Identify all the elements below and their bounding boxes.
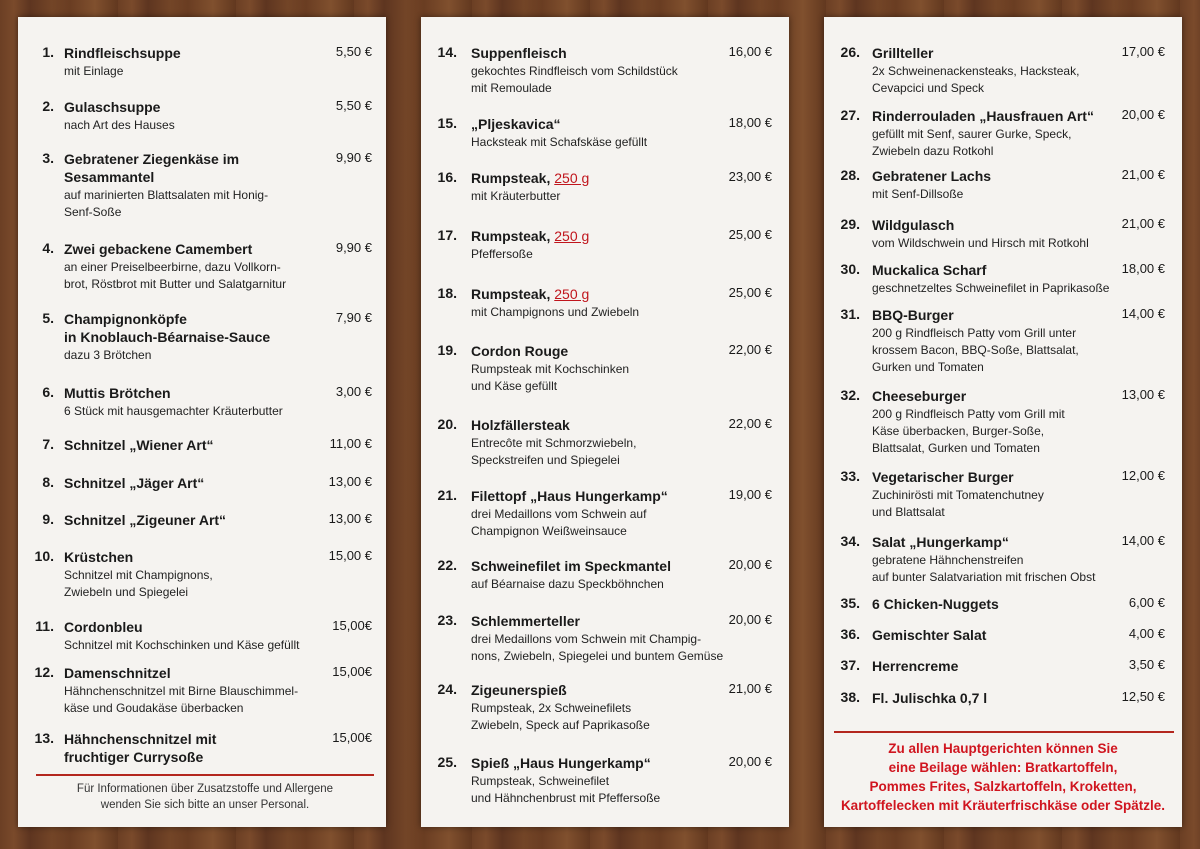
item-price: 20,00 € [1121, 107, 1165, 122]
item-number: 15. [437, 115, 457, 131]
item-number: 35. [840, 595, 860, 611]
item-description: mit Einlage [64, 64, 124, 78]
item-price: 9,90 € [335, 240, 372, 255]
item-title [64, 44, 181, 62]
item-title [872, 626, 986, 644]
item-number: 17. [437, 227, 457, 243]
item-number: 1. [42, 44, 54, 60]
item-title [872, 689, 987, 707]
item-title-text: Fl. Julischka 0,7 l [872, 690, 988, 706]
item-description: nach Art des Hauses [64, 118, 175, 132]
item-price: 16,00 € [728, 44, 772, 59]
item-title-text: „Pljeskavica“ [471, 116, 561, 132]
item-title-text: Rumpsteak, [471, 170, 551, 186]
item-title [64, 384, 171, 402]
item-title-text: Gebratener Lachs [872, 168, 992, 184]
item-title-text: Hähnchenschnitzel mit [64, 731, 217, 747]
item-number: 2. [42, 98, 54, 114]
item-description: Rumpsteak, 2x Schweinefilets [471, 701, 632, 715]
item-title [471, 416, 570, 434]
item-title [471, 557, 671, 575]
item-price: 12,50 € [1121, 689, 1165, 704]
side-dish-note: Pommes Frites, Salzkartoffeln, Kroketten, [869, 779, 1137, 794]
item-number: 37. [840, 657, 860, 673]
item-description: vom Wildschwein und Hirsch mit Rotkohl [872, 236, 1089, 250]
item-description: dazu 3 Brötchen [64, 348, 152, 362]
item-title-line2: fruchtiger Currysoße [64, 749, 204, 765]
item-number: 14. [437, 44, 457, 60]
item-number: 13. [34, 730, 54, 746]
item-number: 11. [35, 618, 54, 634]
item-number: 20. [437, 416, 457, 432]
item-number: 31. [840, 306, 860, 322]
item-number: 7. [42, 436, 54, 452]
item-description: Champignon Weißweinsauce [471, 524, 627, 538]
item-title [64, 548, 133, 566]
item-price: 6,00 € [1128, 595, 1165, 610]
item-price: 20,00 € [728, 557, 772, 572]
item-description: auf marinierten Blattsalaten mit Honig- [64, 188, 269, 202]
item-title [471, 169, 589, 187]
item-title-text: Wildgulasch [872, 217, 955, 233]
item-title [872, 216, 954, 234]
item-description: 200 g Rindfleisch Patty vom Grill unter [872, 326, 1077, 340]
item-title [471, 44, 567, 62]
item-weight: 250 g [554, 170, 590, 186]
item-description: Gurken und Tomaten [872, 360, 984, 374]
item-description: an einer Preiselbeerbirne, dazu Vollkorn- [64, 260, 281, 274]
item-description: Rumpsteak, Schweinefilet [471, 774, 610, 788]
item-description: Speckstreifen und Spiegelei [471, 453, 620, 467]
item-number: 8. [42, 474, 54, 490]
item-description: Blattsalat, Gurken und Tomaten [872, 441, 1040, 455]
item-price: 20,00 € [728, 612, 772, 627]
item-description: und Hähnchenbrust mit Pfeffersoße [471, 791, 661, 805]
item-number: 9. [42, 511, 54, 527]
item-number: 16. [437, 169, 457, 185]
item-description: nons, Zwiebeln, Spiegelei und buntem Gemüse [471, 649, 724, 663]
item-title-text: Schnitzel „Jäger Art“ [64, 475, 205, 491]
item-price: 5,50 € [335, 98, 372, 113]
item-description: gefüllt mit Senf, saurer Gurke, Speck, [872, 127, 1072, 141]
item-price: 15,00 € [328, 548, 372, 563]
item-title [872, 261, 986, 279]
side-dish-note: eine Beilage wählen: Bratkartoffeln, [888, 760, 1118, 775]
item-description: Zwiebeln und Spiegelei [64, 585, 189, 599]
item-price: 13,00 € [328, 474, 372, 489]
item-title-text: Suppenfleisch [471, 45, 567, 61]
item-description: 2x Schweinenackensteaks, Hacksteak, [872, 64, 1080, 78]
item-title-text: Gemischter Salat [872, 627, 987, 643]
item-price: 14,00 € [1121, 306, 1165, 321]
item-number: 29. [840, 216, 860, 232]
item-description: Zuchiniröstі mit Tomatenchutney [872, 488, 1044, 502]
side-dish-note: Kartoffelecken mit Kräuterfrischkäse oder Spätzle. [840, 798, 1166, 813]
item-title [64, 150, 239, 186]
item-title-text: Schweinefilet im Speckmantel [471, 558, 671, 574]
item-title [64, 240, 252, 258]
item-number: 28. [840, 167, 860, 183]
item-title [64, 511, 226, 529]
item-title [872, 44, 933, 62]
item-price: 5,50 € [335, 44, 372, 59]
item-number: 38. [840, 689, 860, 705]
item-price: 21,00 € [728, 681, 772, 696]
item-price: 13,00 € [328, 511, 372, 526]
item-title [64, 474, 204, 492]
item-title [872, 387, 966, 405]
item-description: Hähnchenschnitzel mit Birne Blauschimmel- [64, 684, 299, 698]
item-price: 25,00 € [728, 285, 772, 300]
item-title [872, 167, 991, 185]
item-number: 12. [34, 664, 54, 680]
item-price: 18,00 € [728, 115, 772, 130]
item-title-text: Cordon Rouge [471, 343, 569, 359]
item-price: 12,00 € [1121, 468, 1165, 483]
item-description: auf Béarnaise dazu Speckböhnchen [471, 577, 664, 591]
item-title-text: Salat „Hungerkamp“ [872, 534, 1009, 550]
item-price: 21,00 € [1121, 167, 1165, 182]
item-description: auf bunter Salatvariation mit frischen Obst [872, 570, 1096, 584]
item-number: 10. [34, 548, 54, 564]
item-price: 15,00€ [332, 730, 372, 745]
item-description: Käse überbacken, Burger-Soße, [872, 424, 1045, 438]
item-title-text: Cordonbleu [64, 619, 143, 635]
item-description: mit Remoulade [471, 81, 552, 95]
item-description: mit Kräuterbutter [471, 189, 561, 203]
item-title-text: Herrencreme [872, 658, 959, 674]
item-title-text: Gulaschsuppe [64, 99, 161, 115]
item-description: geschnetzeltes Schweinefilet in Paprikasoße [872, 281, 1110, 295]
item-number: 32. [840, 387, 860, 403]
item-title-text: Rumpsteak, [471, 286, 551, 302]
item-title-text: Cheeseburger [872, 388, 967, 404]
item-title-line2: in Knoblauch-Béarnaise-Sauce [64, 329, 271, 345]
item-price: 25,00 € [728, 227, 772, 242]
item-title-text: Zigeunerspieß [471, 682, 567, 698]
item-description: Entrecôte mit Schmorzwiebeln, [471, 436, 637, 450]
item-number: 3. [42, 150, 54, 166]
item-description: und Käse gefüllt [471, 379, 558, 393]
item-price: 22,00 € [728, 342, 772, 357]
item-title-text: Muckalica Scharf [872, 262, 987, 278]
item-description: Senf-Soße [64, 205, 122, 219]
allergen-note: wenden Sie sich bitte an unser Personal. [100, 799, 310, 811]
item-number: 18. [437, 285, 457, 301]
item-description: mit Champignons und Zwiebeln [471, 305, 640, 319]
item-title [872, 657, 958, 675]
item-weight: 250 g [554, 228, 590, 244]
item-description: käse und Goudakäse überbacken [64, 701, 244, 715]
item-title [872, 595, 999, 613]
item-number: 4. [42, 240, 54, 256]
item-title-text: Grillteller [872, 45, 934, 61]
item-description: drei Medaillons vom Schwein auf [471, 507, 647, 521]
item-title-text: Schnitzel „Zigeuner Art“ [64, 512, 227, 528]
item-number: 30. [840, 261, 860, 277]
item-description: gebratene Hähnchenstreifen [872, 553, 1024, 567]
item-description: brot, Röstbrot mit Butter und Salatgarnitur [64, 277, 287, 291]
item-title [64, 310, 270, 346]
item-description: Schnitzel mit Champignons, [64, 568, 213, 582]
item-number: 22. [437, 557, 457, 573]
item-number: 34. [840, 533, 860, 549]
item-title [471, 754, 651, 772]
item-title [64, 664, 171, 682]
item-title-text: Damenschnitzel [64, 665, 171, 681]
item-title-text: Holzfällersteak [471, 417, 570, 433]
item-title [872, 533, 1009, 551]
item-title-text: Vegetarischer Burger [872, 469, 1014, 485]
item-description: 6 Stück mit hausgemachter Kräuterbutter [64, 404, 283, 418]
item-description: mit Senf-Dillsoße [872, 187, 964, 201]
item-title [471, 285, 589, 303]
item-price: 20,00 € [728, 754, 772, 769]
item-price: 13,00 € [1121, 387, 1165, 402]
item-description: krossem Bacon, BBQ-Soße, Blattsalat, [872, 343, 1079, 357]
item-number: 6. [42, 384, 54, 400]
item-price: 22,00 € [728, 416, 772, 431]
item-number: 33. [840, 468, 860, 484]
item-number: 23. [437, 612, 457, 628]
item-title [471, 115, 561, 133]
item-title-text: Champignonköpfe [64, 311, 187, 327]
item-price: 23,00 € [728, 169, 772, 184]
item-number: 36. [840, 626, 860, 642]
item-price: 7,90 € [335, 310, 372, 325]
item-price: 11,00 € [329, 436, 372, 451]
item-price: 18,00 € [1121, 261, 1165, 276]
item-title-text: Muttis Brötchen [64, 385, 171, 401]
item-description: 200 g Rindfleisch Patty vom Grill mit [872, 407, 1065, 421]
item-title-text: Schnitzel „Wiener Art“ [64, 437, 214, 453]
item-weight: 250 g [554, 286, 590, 302]
item-title [471, 612, 580, 630]
item-description: und Blattsalat [872, 505, 945, 519]
item-number: 21. [437, 487, 457, 503]
item-description: gekochtes Rindfleisch vom Schildstück [471, 64, 678, 78]
item-title [872, 107, 1094, 125]
item-description: Hacksteak mit Schafskäse gefüllt [471, 135, 648, 149]
item-title [471, 681, 567, 699]
item-title-text: Rinderrouladen „Hausfrauen Art“ [872, 108, 1094, 124]
item-title-text: Spieß „Haus Hungerkamp“ [471, 755, 651, 771]
item-title-text: Zwei gebackene Camembert [64, 241, 253, 257]
item-description: Zwiebeln dazu Rotkohl [872, 144, 994, 158]
item-title-line2: Sesammantel [64, 169, 155, 185]
item-title [872, 306, 954, 324]
item-description: Pfeffersoße [471, 247, 533, 261]
sides-divider [834, 731, 1174, 733]
side-dish-note: Zu allen Hauptgerichten können Sie [888, 741, 1118, 756]
item-description: drei Medaillons vom Schwein mit Champig- [471, 632, 702, 646]
item-number: 24. [437, 681, 457, 697]
item-number: 26. [840, 44, 860, 60]
item-title [64, 436, 214, 454]
item-price: 21,00 € [1121, 216, 1165, 231]
item-number: 25. [437, 754, 457, 770]
item-price: 15,00€ [332, 664, 372, 679]
item-title [64, 730, 216, 766]
item-description: Cevapcici und Speck [872, 81, 985, 95]
item-description: Schnitzel mit Kochschinken und Käse gefüllt [64, 638, 300, 652]
item-price: 19,00 € [728, 487, 772, 502]
allergen-divider [36, 774, 374, 776]
item-title-text: Rumpsteak, [471, 228, 551, 244]
item-price: 14,00 € [1121, 533, 1165, 548]
item-title-text: BBQ-Burger [872, 307, 954, 323]
item-number: 5. [42, 310, 54, 326]
item-title-text: 6 Chicken-Nuggets [872, 596, 999, 612]
item-title-text: Schlemmerteller [471, 613, 580, 629]
item-price: 3,50 € [1128, 657, 1165, 672]
item-price: 4,00 € [1128, 626, 1165, 641]
item-price: 15,00€ [332, 618, 372, 633]
item-description: Zwiebeln, Speck auf Paprikasoße [471, 718, 650, 732]
item-title-text: Gebratener Ziegenkäse im [64, 151, 240, 167]
item-title-text: Filettopf „Haus Hungerkamp“ [471, 488, 668, 504]
item-number: 19. [437, 342, 457, 358]
item-title [872, 468, 1014, 486]
item-number: 27. [840, 107, 860, 123]
item-title [471, 342, 568, 360]
item-price: 17,00 € [1121, 44, 1165, 59]
allergen-note: Für Informationen über Zusatzstoffe und Allergene [76, 783, 334, 795]
item-price: 9,90 € [335, 150, 372, 165]
item-title [64, 618, 143, 636]
item-title-text: Rindfleischsuppe [64, 45, 181, 61]
item-description: Rumpsteak mit Kochschinken [471, 362, 630, 376]
item-title [471, 227, 589, 245]
item-price: 3,00 € [335, 384, 372, 399]
item-title [64, 98, 160, 116]
item-title [471, 487, 668, 505]
item-title-text: Krüstchen [64, 549, 134, 565]
